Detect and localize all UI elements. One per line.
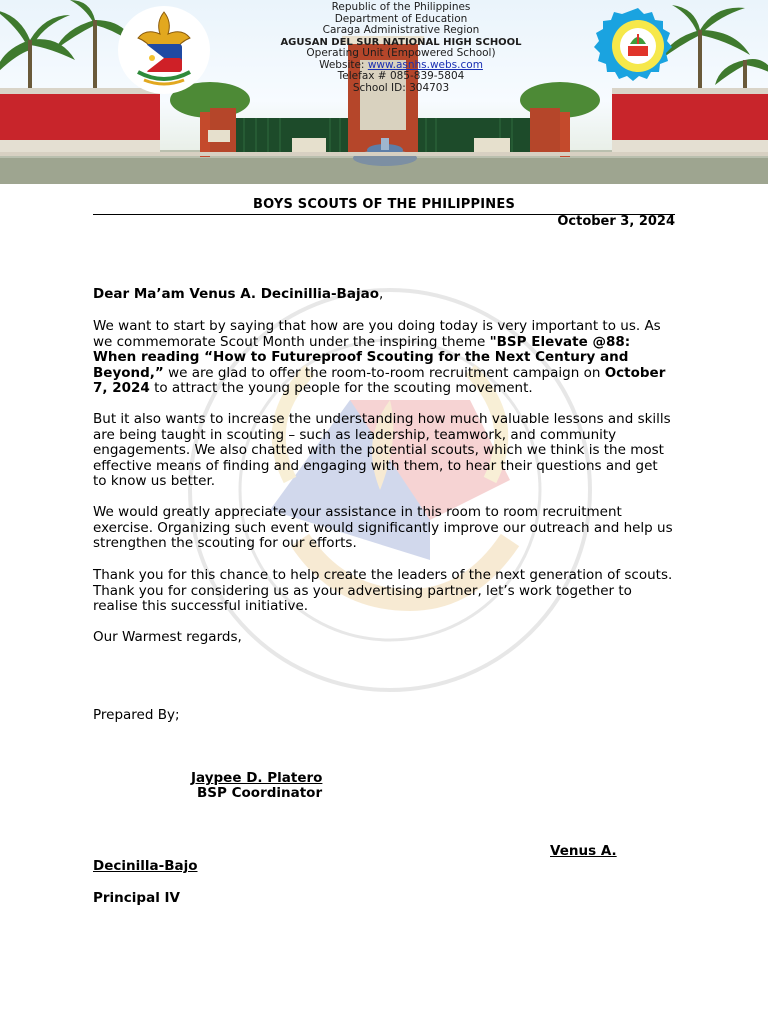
header-school-id: School ID: 304703 — [352, 81, 450, 94]
paragraph-intro-text-3: to attract the young people for the scouting movement. — [149, 380, 533, 397]
boy-scouts-emblem-icon — [118, 6, 210, 94]
header-line-region: Caraga Administrative Region — [322, 24, 480, 36]
school-seal-icon — [590, 6, 686, 86]
bsp-logo — [118, 6, 210, 94]
paragraph-thanks: Thank you for this chance to help create the leaders of the next generation of scouts. Thank you for considering us as your advertising partner, let’s work together to realise this successful initiative. — [93, 567, 673, 615]
closing-regards: Our Warmest regards, — [93, 629, 242, 645]
paragraph-intro-text-2: we are glad to offer the room-to-room recruitment campaign on — [163, 364, 605, 381]
letter-date: October 3, 2024 — [557, 214, 675, 229]
header-operating-unit: Operating Unit (Empowered School) — [306, 47, 496, 59]
salutation-name: Dear Ma’am Venus A. Decinillia-Bajao — [93, 286, 379, 302]
paragraph-understanding: But it also wants to increase the understanding how much valuable lessons and skills are being taught in scouting – such as leadership, teamwork, and community engagements. We also chatted with the potential scouts, which we think is the most effective means of finding and engaging with them, to hear their questions and get to know us better. — [93, 411, 671, 490]
preparer-role: BSP Coordinator — [197, 785, 323, 801]
header-telefax: Telefax # 085-839-5804 — [337, 70, 465, 82]
header-website-link[interactable]: www.asnhs.webs.com — [367, 58, 483, 71]
school-header — [240, 2, 562, 94]
prepared-by-label: Prepared By; — [93, 707, 180, 723]
scout-month-theme: "BSP Elevate @88: When reading “How to Futureproof Scouting for the Next Century and Beyond,” — [93, 333, 631, 381]
salutation-comma: , — [378, 286, 384, 302]
approver-name-first: Venus A. — [550, 843, 617, 859]
approver-name-last: Decinilla-Bajo — [93, 858, 198, 874]
document-title: BOYS SCOUTS OF THE PHILIPPINES — [252, 197, 516, 212]
recruitment-date: October 7, 2024 — [93, 364, 666, 397]
paragraph-intro — [93, 319, 675, 397]
letterhead-banner — [0, 0, 768, 184]
preparer-name: Jaypee D. Platero — [191, 770, 323, 786]
header-line-republic: Republic of the Philippines — [331, 1, 471, 13]
header-website-label: Website: — [319, 58, 368, 71]
approver-role: Principal IV — [93, 890, 180, 906]
header-school-name: AGUSAN DEL SUR NATIONAL HIGH SCHOOL — [280, 36, 522, 48]
salutation — [93, 287, 675, 303]
asnhs-logo — [590, 6, 686, 86]
header-line-deped: Department of Education — [334, 12, 468, 25]
paragraph-intro-text-1: We want to start by saying that how are you doing today is very important to us. As we commemorate Scout Month under the inspiring theme — [93, 318, 661, 350]
paragraph-assistance: We would greatly appreciate your assistance in this room to room recruitment exercise. Organizing such event would significantly improve our outreach and help us strengthen the scouting for our efforts. — [93, 504, 673, 552]
